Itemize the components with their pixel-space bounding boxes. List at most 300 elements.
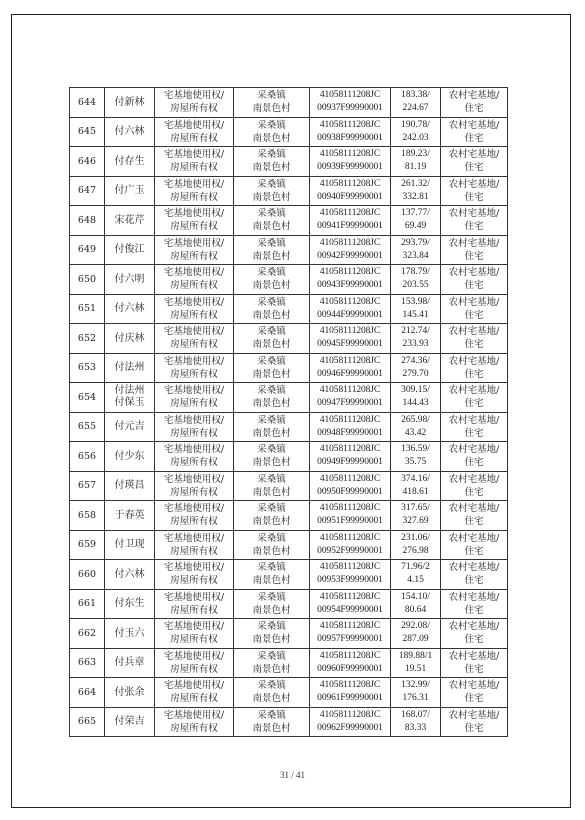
registry-table xyxy=(69,87,508,737)
cell-usage-line: 农村宅基地/ xyxy=(448,680,500,692)
cell-serial-number: 664 xyxy=(70,678,105,708)
cell-right-type-line: 宅基地使用权/ xyxy=(163,326,225,338)
cell-owner-name-line: 付少东 xyxy=(114,450,145,462)
cell-parcel-code-line: 00961F99990001 xyxy=(317,693,383,704)
cell-parcel-code-line: 00951F99990001 xyxy=(317,516,383,527)
cell-serial-number: 656 xyxy=(70,442,105,472)
cell-right-type-line: 房屋所有权 xyxy=(170,221,218,233)
cell-serial-number: 644 xyxy=(70,88,105,118)
cell-location xyxy=(234,560,310,590)
cell-usage-line: 住宅 xyxy=(464,486,484,498)
cell-parcel-code-line: 00946F99990001 xyxy=(317,368,383,379)
table-row xyxy=(70,501,508,531)
cell-area-line: 418.61 xyxy=(402,486,429,497)
cell-location-line: 南景色村 xyxy=(252,545,291,557)
cell-parcel-code-line: 41058111208JC xyxy=(319,296,381,307)
cell-parcel-code-line: 41058111208JC xyxy=(319,355,381,366)
cell-area xyxy=(391,353,441,383)
cell-right-type-line: 房屋所有权 xyxy=(170,545,218,557)
cell-location-line: 采桑镇 xyxy=(257,503,286,515)
cell-location xyxy=(234,501,310,531)
table-row xyxy=(70,265,508,295)
cell-owner-name xyxy=(105,324,155,354)
cell-location-line: 南景色村 xyxy=(252,722,291,734)
cell-area-line: 231.06/ xyxy=(401,532,430,543)
cell-area xyxy=(391,206,441,236)
cell-area xyxy=(391,678,441,708)
cell-owner-name-line: 付六林 xyxy=(114,568,145,580)
cell-area-line: 287.09 xyxy=(402,634,429,645)
cell-location-line: 采桑镇 xyxy=(257,355,286,367)
cell-right-type-line: 宅基地使用权/ xyxy=(163,444,225,456)
cell-right-type-line: 宅基地使用权/ xyxy=(163,237,225,249)
cell-usage-line: 住宅 xyxy=(464,103,484,115)
cell-right-type-line: 宅基地使用权/ xyxy=(163,208,225,220)
cell-location xyxy=(234,530,310,560)
cell-usage xyxy=(441,530,508,560)
cell-area-line: 183.38/ xyxy=(401,90,430,101)
cell-location-line: 采桑镇 xyxy=(257,149,286,161)
cell-location-line: 采桑镇 xyxy=(257,385,286,397)
table-row xyxy=(70,235,508,265)
cell-right-type-line: 房屋所有权 xyxy=(170,634,218,646)
table-row xyxy=(70,619,508,649)
cell-location xyxy=(234,117,310,147)
table-row xyxy=(70,589,508,619)
cell-area-line: 132.99/ xyxy=(401,680,430,691)
cell-usage-line: 住宅 xyxy=(464,132,484,144)
cell-parcel-code-line: 00940F99990001 xyxy=(317,191,383,202)
cell-location-line: 南景色村 xyxy=(252,398,291,410)
cell-parcel-code-line: 00938F99990001 xyxy=(317,132,383,143)
cell-usage-line: 农村宅基地/ xyxy=(448,562,500,574)
cell-owner-name xyxy=(105,294,155,324)
cell-owner-name-line: 付瑛昌 xyxy=(114,480,145,492)
cell-serial-number: 645 xyxy=(70,117,105,147)
cell-area-line: 137.77/ xyxy=(401,208,430,219)
cell-owner-name-line: 付六明 xyxy=(114,273,145,285)
cell-area xyxy=(391,560,441,590)
cell-area-line: 71.96/2 xyxy=(401,562,430,573)
cell-usage-line: 农村宅基地/ xyxy=(448,355,500,367)
cell-parcel-code xyxy=(310,176,391,206)
cell-right-type-line: 房屋所有权 xyxy=(170,103,218,115)
cell-location-line: 南景色村 xyxy=(252,368,291,380)
cell-usage-line: 农村宅基地/ xyxy=(448,591,500,603)
cell-location-line: 采桑镇 xyxy=(257,326,286,338)
cell-location xyxy=(234,707,310,737)
cell-usage xyxy=(441,88,508,118)
cell-area-line: 292.08/ xyxy=(401,621,430,632)
cell-right-type xyxy=(155,412,234,442)
cell-right-type-line: 房屋所有权 xyxy=(170,132,218,144)
cell-right-type-line: 房屋所有权 xyxy=(170,486,218,498)
cell-usage-line: 农村宅基地/ xyxy=(448,473,500,485)
cell-parcel-code xyxy=(310,648,391,678)
cell-owner-name-line: 付存生 xyxy=(114,155,145,167)
cell-usage-line: 住宅 xyxy=(464,191,484,203)
cell-parcel-code xyxy=(310,589,391,619)
cell-right-type xyxy=(155,619,234,649)
cell-right-type-line: 宅基地使用权/ xyxy=(163,650,225,662)
cell-parcel-code-line: 41058111208JC xyxy=(319,562,381,573)
cell-location-line: 南景色村 xyxy=(252,486,291,498)
cell-location xyxy=(234,235,310,265)
cell-area xyxy=(391,147,441,177)
cell-usage-line: 农村宅基地/ xyxy=(448,621,500,633)
cell-serial-number: 661 xyxy=(70,589,105,619)
cell-right-type-line: 宅基地使用权/ xyxy=(163,119,225,131)
cell-area-line: 168.07/ xyxy=(401,709,430,720)
cell-area-line: 189.88/1 xyxy=(398,650,433,661)
cell-parcel-code-line: 41058111208JC xyxy=(319,709,381,720)
table-row xyxy=(70,471,508,501)
cell-location xyxy=(234,678,310,708)
cell-area xyxy=(391,442,441,472)
cell-parcel-code-line: 00939F99990001 xyxy=(317,162,383,173)
cell-location xyxy=(234,265,310,295)
cell-right-type xyxy=(155,471,234,501)
cell-area-line: 154.10/ xyxy=(401,591,430,602)
cell-usage xyxy=(441,206,508,236)
cell-right-type xyxy=(155,501,234,531)
cell-usage-line: 住宅 xyxy=(464,545,484,557)
cell-serial-number: 649 xyxy=(70,235,105,265)
cell-right-type-line: 房屋所有权 xyxy=(170,722,218,734)
cell-location-line: 采桑镇 xyxy=(257,650,286,662)
cell-location-line: 南景色村 xyxy=(252,191,291,203)
cell-right-type xyxy=(155,707,234,737)
cell-serial-number: 647 xyxy=(70,176,105,206)
cell-usage-line: 农村宅基地/ xyxy=(448,208,500,220)
cell-area-line: 323.84 xyxy=(402,250,429,261)
table-row xyxy=(70,648,508,678)
cell-parcel-code xyxy=(310,383,391,413)
cell-usage-line: 农村宅基地/ xyxy=(448,532,500,544)
cell-usage xyxy=(441,678,508,708)
cell-owner-name xyxy=(105,707,155,737)
cell-area xyxy=(391,176,441,206)
cell-location-line: 采桑镇 xyxy=(257,267,286,279)
cell-serial-number: 659 xyxy=(70,530,105,560)
cell-usage-line: 农村宅基地/ xyxy=(448,149,500,161)
cell-serial-number: 650 xyxy=(70,265,105,295)
cell-usage xyxy=(441,589,508,619)
cell-area xyxy=(391,324,441,354)
cell-owner-name xyxy=(105,678,155,708)
cell-parcel-code xyxy=(310,265,391,295)
cell-area xyxy=(391,383,441,413)
cell-right-type-line: 房屋所有权 xyxy=(170,516,218,528)
table-row xyxy=(70,678,508,708)
cell-right-type xyxy=(155,265,234,295)
cell-usage xyxy=(441,235,508,265)
cell-parcel-code-line: 41058111208JC xyxy=(319,650,381,661)
cell-right-type-line: 宅基地使用权/ xyxy=(163,355,225,367)
cell-serial-number: 658 xyxy=(70,501,105,531)
cell-usage xyxy=(441,117,508,147)
cell-owner-name xyxy=(105,589,155,619)
cell-location-line: 采桑镇 xyxy=(257,296,286,308)
cell-serial-number: 654 xyxy=(70,383,105,413)
cell-owner-name-line: 付保玉 xyxy=(114,397,145,409)
cell-owner-name-line: 于春英 xyxy=(114,509,145,521)
cell-right-type xyxy=(155,560,234,590)
cell-area xyxy=(391,707,441,737)
cell-area-line: 374.16/ xyxy=(401,473,430,484)
cell-right-type xyxy=(155,88,234,118)
cell-parcel-code-line: 00941F99990001 xyxy=(317,221,383,232)
cell-owner-name-line: 付六林 xyxy=(114,303,145,315)
cell-usage xyxy=(441,147,508,177)
cell-parcel-code-line: 00944F99990001 xyxy=(317,309,383,320)
cell-right-type-line: 宅基地使用权/ xyxy=(163,562,225,574)
cell-usage xyxy=(441,324,508,354)
cell-parcel-code xyxy=(310,294,391,324)
cell-right-type xyxy=(155,678,234,708)
cell-usage xyxy=(441,383,508,413)
cell-location-line: 采桑镇 xyxy=(257,680,286,692)
cell-location-line: 南景色村 xyxy=(252,604,291,616)
cell-location-line: 采桑镇 xyxy=(257,621,286,633)
cell-parcel-code-line: 00947F99990001 xyxy=(317,398,383,409)
cell-usage-line: 住宅 xyxy=(464,309,484,321)
cell-parcel-code-line: 00952F99990001 xyxy=(317,545,383,556)
cell-parcel-code xyxy=(310,147,391,177)
cell-location xyxy=(234,294,310,324)
cell-parcel-code-line: 41058111208JC xyxy=(319,385,381,396)
cell-parcel-code xyxy=(310,117,391,147)
cell-owner-name-line: 付元吉 xyxy=(114,421,145,433)
cell-area xyxy=(391,294,441,324)
cell-area xyxy=(391,501,441,531)
cell-area-line: 265.98/ xyxy=(401,414,430,425)
cell-owner-name xyxy=(105,147,155,177)
cell-serial-number: 663 xyxy=(70,648,105,678)
cell-parcel-code-line: 00942F99990001 xyxy=(317,250,383,261)
cell-right-type-line: 房屋所有权 xyxy=(170,280,218,292)
cell-parcel-code-line: 00957F99990001 xyxy=(317,634,383,645)
cell-location xyxy=(234,176,310,206)
cell-area xyxy=(391,471,441,501)
cell-location-line: 采桑镇 xyxy=(257,562,286,574)
cell-right-type-line: 房屋所有权 xyxy=(170,575,218,587)
cell-location xyxy=(234,324,310,354)
cell-right-type-line: 宅基地使用权/ xyxy=(163,414,225,426)
cell-owner-name xyxy=(105,560,155,590)
cell-right-type xyxy=(155,147,234,177)
cell-right-type-line: 房屋所有权 xyxy=(170,398,218,410)
cell-serial-number: 660 xyxy=(70,560,105,590)
cell-location xyxy=(234,471,310,501)
cell-right-type-line: 宅基地使用权/ xyxy=(163,385,225,397)
table-row xyxy=(70,117,508,147)
table-row xyxy=(70,294,508,324)
cell-location-line: 南景色村 xyxy=(252,309,291,321)
cell-area-line: 176.31 xyxy=(402,693,429,704)
cell-area-line: 81.19 xyxy=(404,162,427,173)
cell-usage-line: 住宅 xyxy=(464,162,484,174)
table-row xyxy=(70,147,508,177)
cell-location-line: 采桑镇 xyxy=(257,473,286,485)
cell-usage-line: 农村宅基地/ xyxy=(448,444,500,456)
cell-parcel-code-line: 41058111208JC xyxy=(319,680,381,691)
cell-location-line: 南景色村 xyxy=(252,103,291,115)
cell-location xyxy=(234,353,310,383)
cell-owner-name xyxy=(105,206,155,236)
cell-owner-name-line: 付法州 xyxy=(114,362,145,374)
cell-owner-name xyxy=(105,176,155,206)
cell-parcel-code xyxy=(310,678,391,708)
cell-area-line: 327.69 xyxy=(402,516,429,527)
cell-usage-line: 住宅 xyxy=(464,457,484,469)
registry-table-body xyxy=(70,88,508,737)
cell-location-line: 南景色村 xyxy=(252,575,291,587)
cell-parcel-code-line: 41058111208JC xyxy=(319,90,381,101)
cell-usage-line: 农村宅基地/ xyxy=(448,503,500,515)
cell-right-type-line: 宅基地使用权/ xyxy=(163,591,225,603)
cell-location xyxy=(234,383,310,413)
cell-usage-line: 农村宅基地/ xyxy=(448,237,500,249)
cell-area-line: 69.49 xyxy=(404,221,427,232)
cell-parcel-code-line: 00937F99990001 xyxy=(317,103,383,114)
cell-usage-line: 农村宅基地/ xyxy=(448,90,500,102)
cell-location-line: 采桑镇 xyxy=(257,591,286,603)
cell-parcel-code-line: 41058111208JC xyxy=(319,208,381,219)
cell-area xyxy=(391,589,441,619)
cell-owner-name-line: 付卫现 xyxy=(114,539,145,551)
cell-location-line: 南景色村 xyxy=(252,516,291,528)
cell-owner-name-line: 付俊江 xyxy=(114,244,145,256)
cell-location-line: 南景色村 xyxy=(252,634,291,646)
cell-serial-number: 665 xyxy=(70,707,105,737)
cell-area-line: 276.98 xyxy=(402,545,429,556)
cell-location-line: 采桑镇 xyxy=(257,444,286,456)
cell-location-line: 采桑镇 xyxy=(257,709,286,721)
cell-serial-number: 646 xyxy=(70,147,105,177)
cell-usage-line: 住宅 xyxy=(464,634,484,646)
cell-right-type-line: 宅基地使用权/ xyxy=(163,680,225,692)
cell-area-line: 80.64 xyxy=(404,604,427,615)
cell-owner-name-line: 付荣吉 xyxy=(114,716,145,728)
cell-usage-line: 农村宅基地/ xyxy=(448,326,500,338)
table-row xyxy=(70,176,508,206)
cell-usage-line: 住宅 xyxy=(464,516,484,528)
cell-usage xyxy=(441,560,508,590)
cell-area-line: 145.41 xyxy=(402,309,429,320)
cell-usage-line: 住宅 xyxy=(464,722,484,734)
cell-parcel-code-line: 41058111208JC xyxy=(319,326,381,337)
cell-usage-line: 农村宅基地/ xyxy=(448,650,500,662)
cell-right-type-line: 房屋所有权 xyxy=(170,191,218,203)
cell-right-type-line: 宅基地使用权/ xyxy=(163,532,225,544)
cell-area-line: 4.15 xyxy=(407,575,424,586)
table-row xyxy=(70,530,508,560)
cell-right-type xyxy=(155,589,234,619)
cell-area xyxy=(391,88,441,118)
cell-right-type-line: 房屋所有权 xyxy=(170,604,218,616)
cell-parcel-code xyxy=(310,501,391,531)
cell-location xyxy=(234,206,310,236)
cell-usage xyxy=(441,648,508,678)
cell-usage-line: 住宅 xyxy=(464,339,484,351)
cell-usage xyxy=(441,294,508,324)
cell-right-type-line: 宅基地使用权/ xyxy=(163,473,225,485)
cell-usage-line: 住宅 xyxy=(464,604,484,616)
cell-owner-name xyxy=(105,530,155,560)
cell-area-line: 178.79/ xyxy=(401,267,430,278)
cell-parcel-code-line: 00953F99990001 xyxy=(317,575,383,586)
cell-right-type-line: 宅基地使用权/ xyxy=(163,503,225,515)
cell-location-line: 南景色村 xyxy=(252,280,291,292)
cell-usage-line: 住宅 xyxy=(464,693,484,705)
cell-location-line: 南景色村 xyxy=(252,663,291,675)
cell-area xyxy=(391,265,441,295)
cell-usage-line: 农村宅基地/ xyxy=(448,296,500,308)
cell-usage-line: 农村宅基地/ xyxy=(448,178,500,190)
cell-right-type xyxy=(155,324,234,354)
cell-location xyxy=(234,648,310,678)
cell-right-type-line: 房屋所有权 xyxy=(170,427,218,439)
cell-owner-name xyxy=(105,117,155,147)
table-row xyxy=(70,88,508,118)
cell-area xyxy=(391,648,441,678)
table-row xyxy=(70,442,508,472)
cell-location-line: 南景色村 xyxy=(252,427,291,439)
cell-owner-name-line: 付六林 xyxy=(114,126,145,138)
cell-right-type-line: 房屋所有权 xyxy=(170,309,218,321)
cell-owner-name xyxy=(105,383,155,413)
cell-parcel-code-line: 00943F99990001 xyxy=(317,280,383,291)
cell-right-type xyxy=(155,176,234,206)
cell-owner-name xyxy=(105,501,155,531)
cell-right-type xyxy=(155,294,234,324)
cell-location-line: 采桑镇 xyxy=(257,178,286,190)
cell-area-line: 293.79/ xyxy=(401,237,430,248)
cell-location-line: 南景色村 xyxy=(252,162,291,174)
cell-right-type-line: 房屋所有权 xyxy=(170,457,218,469)
cell-area-line: 35.75 xyxy=(404,457,427,468)
cell-location-line: 南景色村 xyxy=(252,132,291,144)
cell-area-line: 144.43 xyxy=(402,398,429,409)
cell-usage xyxy=(441,707,508,737)
cell-parcel-code-line: 41058111208JC xyxy=(319,503,381,514)
cell-owner-name-line: 付庆林 xyxy=(114,332,145,344)
cell-parcel-code-line: 00945F99990001 xyxy=(317,339,383,350)
cell-parcel-code-line: 41058111208JC xyxy=(319,473,381,484)
cell-area-line: 332.81 xyxy=(402,191,429,202)
cell-parcel-code xyxy=(310,442,391,472)
cell-owner-name-line: 付新林 xyxy=(114,96,145,108)
cell-owner-name-line: 付兵章 xyxy=(114,657,145,669)
cell-right-type-line: 宅基地使用权/ xyxy=(163,90,225,102)
cell-usage-line: 住宅 xyxy=(464,221,484,233)
cell-usage-line: 住宅 xyxy=(464,368,484,380)
cell-usage xyxy=(441,501,508,531)
cell-parcel-code xyxy=(310,530,391,560)
cell-usage-line: 住宅 xyxy=(464,250,484,262)
cell-location-line: 采桑镇 xyxy=(257,532,286,544)
cell-area-line: 190.78/ xyxy=(401,119,430,130)
cell-right-type xyxy=(155,530,234,560)
cell-usage-line: 农村宅基地/ xyxy=(448,709,500,721)
cell-owner-name-line: 宋花芹 xyxy=(114,214,145,226)
cell-area-line: 224.67 xyxy=(402,103,429,114)
cell-area-line: 309.15/ xyxy=(401,385,430,396)
cell-owner-name xyxy=(105,265,155,295)
cell-owner-name-line: 付玉六 xyxy=(114,627,145,639)
cell-right-type xyxy=(155,383,234,413)
